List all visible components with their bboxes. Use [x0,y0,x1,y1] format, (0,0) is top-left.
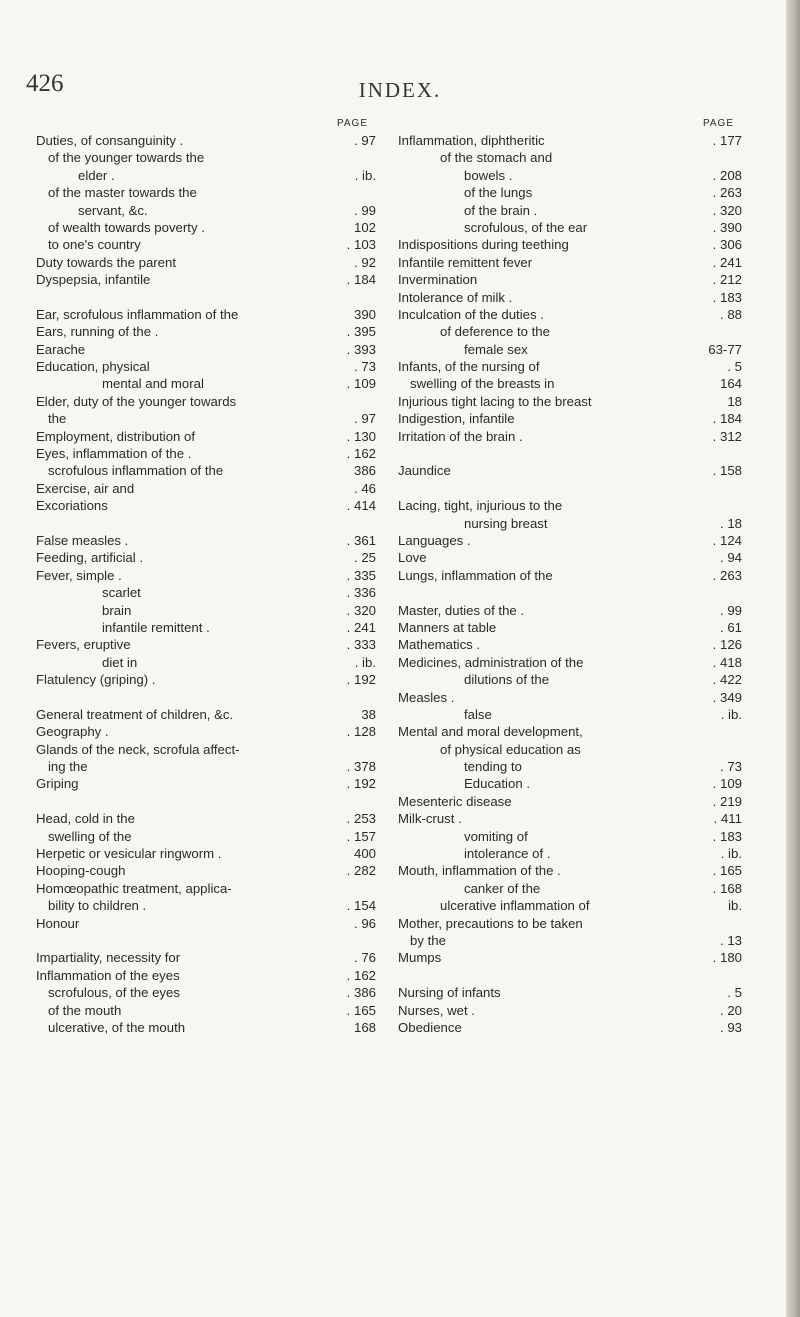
entry-page: . 361 [346,532,376,548]
entry-text: Glands of the neck, scrofula affect- [36,741,240,757]
entry-page: . 184 [346,272,376,288]
index-entry [398,289,742,306]
entry-page: 164 [719,376,742,392]
entry-text: Invermination [398,272,478,288]
entry-page: . 165 [712,863,742,879]
entry-page: ib. [728,898,742,914]
entry-page: . 183 [712,289,742,305]
entry-text: of the lungs [464,185,533,201]
entry-page: . 130 [346,428,376,444]
index-entry [398,219,742,236]
index-entry [36,428,376,445]
index-entry [398,706,742,723]
entry-text: of deference to the [440,324,550,340]
index-entry [398,793,742,810]
index-entry [36,358,376,375]
entry-page: . 306 [712,237,742,253]
index-entry [398,984,742,1001]
entry-text: Infantile remittent fever [398,254,533,270]
section-gap [398,967,742,984]
index-entry [36,915,376,932]
entry-text: scarlet [102,585,141,601]
entry-text: Mesenteric disease [398,793,512,809]
entry-text: Honour [36,915,80,931]
entry-page: . 335 [346,567,376,583]
entry-text: intolerance of . [464,846,551,862]
section-gap [36,932,376,949]
entry-page: . 411 [713,811,742,827]
entry-text: Manners at table [398,619,497,635]
entry-text: Inflammation of the eyes [36,967,180,983]
index-entry [36,671,376,688]
page-edge [786,0,800,1317]
entry-text: Hooping-cough [36,863,126,879]
entry-text: Nurses, wet . [398,1002,475,1018]
entry-text: swelling of the [48,828,132,844]
entry-text: by the [410,932,446,948]
entry-page: . 20 [720,1002,742,1018]
entry-text: Education . [464,776,530,792]
entry-page: . 168 [712,880,742,896]
entry-page: . 124 [712,532,742,548]
entry-text: Mumps [398,950,442,966]
entry-text: General treatment of children, &c. [36,706,234,722]
entry-text: Ears, running of the . [36,324,159,340]
entry-text: Lungs, inflammation of the [398,567,553,583]
index-entry [398,741,742,758]
entry-page: . 263 [712,567,742,583]
index-entry [36,636,376,653]
index-entry [36,828,376,845]
index-entry [36,775,376,792]
index-entries-right [398,132,742,1036]
entry-page: . 73 [354,359,376,375]
entry-page: 38 [361,706,376,722]
index-entry [36,880,376,897]
index-entry [398,636,742,653]
index-entry [398,497,742,514]
entry-text: Languages . [398,532,471,548]
index-entry [398,932,742,949]
entry-text: Geography . [36,724,109,740]
entry-text: Love [398,550,427,566]
entry-page: . 390 [712,219,742,235]
index-entry [398,1002,742,1019]
entry-text: Head, cold in the [36,811,135,827]
index-entry [36,584,376,601]
entry-text: Exercise, air and [36,480,135,496]
entry-page: . 336 [346,585,376,601]
entry-page: . 312 [712,428,742,444]
index-entry [398,602,742,619]
index-entry [398,149,742,166]
index-entry [398,845,742,862]
entry-text: Lacing, tight, injurious to the [398,498,563,514]
index-entry [398,828,742,845]
entry-text: Injurious tight lacing to the breast [398,393,592,409]
entry-page: . 263 [712,185,742,201]
entry-page: . 162 [346,446,376,462]
section-gap [36,689,376,706]
index-entry [36,1002,376,1019]
entry-text: of wealth towards poverty . [48,219,205,235]
index-entry [36,949,376,966]
entry-page: . 349 [712,689,742,705]
index-entry [36,1019,376,1036]
entry-text: brain [102,602,132,618]
index-entry [398,462,742,479]
index-entry [36,897,376,914]
entry-page: . 333 [346,637,376,653]
entry-text: Griping [36,776,79,792]
index-entry [36,323,376,340]
entry-page: . 386 [346,985,376,1001]
page-column-header: PAGE [336,118,368,129]
entry-page: . 18 [720,515,742,531]
entry-page: . 192 [346,672,376,688]
page-number: 426 [26,70,64,97]
entry-page: . 76 [354,950,376,966]
entry-text: of the brain . [464,202,538,218]
index-entry [36,706,376,723]
entry-page: . 99 [354,202,376,218]
entry-text: mental and moral [102,376,204,392]
index-column-left [36,118,376,1036]
entry-text: elder . [78,167,115,183]
entry-text: canker of the [464,880,541,896]
index-entry [36,532,376,549]
entry-page: . 5 [727,359,742,375]
entry-page: . ib. [720,846,742,862]
index-entry [36,984,376,1001]
index-entries-left [36,132,376,1036]
entry-page: . 126 [712,637,742,653]
index-entry [398,880,742,897]
entry-text: tending to [464,759,522,775]
entry-page: . 378 [346,759,376,775]
entry-text: Flatulency (griping) . [36,672,156,688]
entry-page: . 61 [720,619,742,635]
section-gap [36,515,376,532]
entry-text: Intolerance of milk . [398,289,513,305]
entry-page: . 282 [346,863,376,879]
entry-text: of the younger towards the [48,150,205,166]
entry-text: Dyspepsia, infantile [36,272,151,288]
index-entry [398,236,742,253]
entry-page: . 208 [712,167,742,183]
entry-text: Nursing of infants [398,985,501,1001]
entry-page: 18 [727,393,742,409]
page-column-header: PAGE [702,118,734,129]
index-entry [36,549,376,566]
index-entry [36,462,376,479]
index-entry [398,1019,742,1036]
entry-page: . 93 [720,1019,742,1035]
entry-text: Indispositions during teething [398,237,569,253]
index-entry [398,619,742,636]
section-gap [398,480,742,497]
entry-page: . 414 [346,498,376,514]
index-entry [36,341,376,358]
entry-text: of the stomach and [440,150,553,166]
index-entry [398,202,742,219]
entry-page: . 97 [354,133,376,148]
index-entry [36,306,376,323]
entry-text: female sex [464,341,528,357]
entry-page: 168 [353,1019,376,1035]
entry-text: Fevers, eruptive [36,637,131,653]
index-entry [398,775,742,792]
section-gap [36,289,376,306]
entry-page: . 25 [354,550,376,566]
index-entry [398,306,742,323]
index-entry [398,862,742,879]
index-entry [36,758,376,775]
entry-text: Ear, scrofulous inflammation of the [36,306,239,322]
entry-text: Duties, of consanguinity . [36,133,184,148]
index-entry [398,567,742,584]
entry-page: . ib. [354,167,376,183]
entry-page: . 418 [712,654,742,670]
entry-page: . 219 [712,793,742,809]
index-entry [36,202,376,219]
entry-page: . 158 [712,463,742,479]
entry-page: . 165 [346,1002,376,1018]
entry-page: . ib. [720,706,742,722]
index-entry [398,132,742,149]
entry-text: diet in [102,654,138,670]
entry-page: 386 [353,463,376,479]
index-entry [398,549,742,566]
entry-text: Feeding, artificial . [36,550,144,566]
entry-text: Milk-crust . [398,811,462,827]
entry-text: Eyes, inflammation of the . [36,446,192,462]
entry-text: Jaundice [398,463,451,479]
index-entry [36,480,376,497]
entry-page: . 241 [346,619,376,635]
section-gap [398,445,742,462]
entry-text: Irritation of the brain . [398,428,523,444]
entry-text: bowels . [464,167,513,183]
entry-text: Mathematics . [398,637,481,653]
index-entry [36,393,376,410]
entry-text: of physical education as [440,741,581,757]
index-entry [398,723,742,740]
entry-page: . 109 [346,376,376,392]
index-entry [36,723,376,740]
index-entry [36,741,376,758]
entry-text: False measles . [36,532,129,548]
index-entry [398,915,742,932]
index-entry [36,149,376,166]
entry-text: Impartiality, necessity for [36,950,181,966]
entry-text: Mental and moral development, [398,724,583,740]
index-entry [36,967,376,984]
index-entry [36,219,376,236]
index-entry [36,862,376,879]
index-entry [36,602,376,619]
index-entry [398,341,742,358]
entry-text: vomiting of [464,828,528,844]
entry-text: of the master towards the [48,185,197,201]
index-entry [36,236,376,253]
entry-page: . 177 [712,133,742,148]
entry-page: . 422 [712,672,742,688]
entry-text: dilutions of the [464,672,550,688]
entry-text: Duty towards the parent [36,254,177,270]
entry-page: . 183 [712,828,742,844]
entry-page: . 99 [720,602,742,618]
index-entry [36,132,376,149]
index-entry [398,671,742,688]
entry-text: Inflammation, diphtheritic [398,133,545,148]
entry-page: . 241 [712,254,742,270]
index-entry [398,358,742,375]
index-entry [398,532,742,549]
entry-text: scrofulous, of the ear [464,219,588,235]
entry-page: 63-77 [708,341,742,357]
entry-page: . 73 [720,759,742,775]
entry-page: . 5 [727,985,742,1001]
index-entry [398,323,742,340]
entry-text: scrofulous inflammation of the [48,463,224,479]
index-entry [398,897,742,914]
index-entry [36,445,376,462]
entry-text: nursing breast [464,515,548,531]
entry-text: ulcerative inflammation of [440,898,590,914]
entry-text: Mouth, inflammation of the . [398,863,561,879]
index-entry [398,949,742,966]
entry-text: Employment, distribution of [36,428,196,444]
entry-text: servant, &c. [78,202,148,218]
entry-page: . 92 [354,254,376,270]
entry-page: . 184 [712,411,742,427]
index-entry [36,567,376,584]
entry-page: . 109 [712,776,742,792]
entry-page: . 157 [346,828,376,844]
entry-text: Herpetic or vesicular ringworm . [36,846,222,862]
entry-text: Medicines, administration of the [398,654,584,670]
entry-text: Excoriations [36,498,108,514]
entry-page: 400 [353,846,376,862]
index-entry [36,619,376,636]
entry-page: . 212 [712,272,742,288]
index-entry [398,515,742,532]
index-entry [36,410,376,427]
index-entry [36,254,376,271]
index-entry [398,375,742,392]
entry-text: the [48,411,67,427]
entry-text: Education, physical [36,359,150,375]
section-gap [36,793,376,810]
index-entry [398,393,742,410]
entry-page: . 94 [720,550,742,566]
entry-page: . 128 [346,724,376,740]
entry-page: . 393 [346,341,376,357]
index-entry [36,375,376,392]
entry-text: Homœopathic treatment, applica- [36,880,232,896]
entry-page: 390 [353,306,376,322]
entry-page: . ib. [354,654,376,670]
entry-text: Earache [36,341,86,357]
entry-page: . 320 [346,602,376,618]
entry-page: . 96 [354,915,376,931]
section-gap [398,584,742,601]
index-entry [398,654,742,671]
index-entry [36,167,376,184]
entry-page: . 253 [346,811,376,827]
entry-page: . 154 [346,898,376,914]
entry-text: of the mouth [48,1002,122,1018]
index-entry [36,184,376,201]
entry-page: . 395 [346,324,376,340]
entry-text: bility to children . [48,898,147,914]
index-entry [398,167,742,184]
index-entry [398,184,742,201]
index-entry [36,810,376,827]
index-entry [398,810,742,827]
entry-text: false [464,706,492,722]
entry-page: . 46 [354,480,376,496]
entry-page: . 320 [712,202,742,218]
entry-page: . 180 [712,950,742,966]
entry-page: . 97 [354,411,376,427]
index-entry [398,254,742,271]
entry-text: Master, duties of the . [398,602,525,618]
entry-text: Fever, simple . [36,567,122,583]
index-entry [398,410,742,427]
entry-text: to one's country [48,237,141,253]
index-entry [36,497,376,514]
entry-text: infantile remittent . [102,619,210,635]
index-entry [36,654,376,671]
entry-text: Inculcation of the duties . [398,306,544,322]
index-entry [36,845,376,862]
entry-text: Elder, duty of the younger towards [36,393,237,409]
entry-text: Infants, of the nursing of [398,359,540,375]
index-entry [398,758,742,775]
entry-text: Mother, precautions to be taken [398,915,583,931]
entry-text: swelling of the breasts in [410,376,555,392]
index-entry [398,428,742,445]
entry-page: . 13 [720,932,742,948]
entry-text: scrofulous, of the eyes [48,985,180,1001]
entry-page: . 192 [346,776,376,792]
index-entry [398,689,742,706]
entry-text: Measles . [398,689,455,705]
entry-text: Obedience [398,1019,462,1035]
entry-text: ulcerative, of the mouth [48,1019,186,1035]
running-head: INDEX. [358,78,442,102]
entry-text: Indigestion, infantile [398,411,515,427]
entry-text: ing the [48,759,88,775]
index-column-right [398,118,742,1036]
entry-page: . 88 [720,306,742,322]
index-entry [398,271,742,288]
entry-page: 102 [353,219,376,235]
index-entry [36,271,376,288]
entry-page: . 103 [346,237,376,253]
entry-page: . 162 [346,967,376,983]
